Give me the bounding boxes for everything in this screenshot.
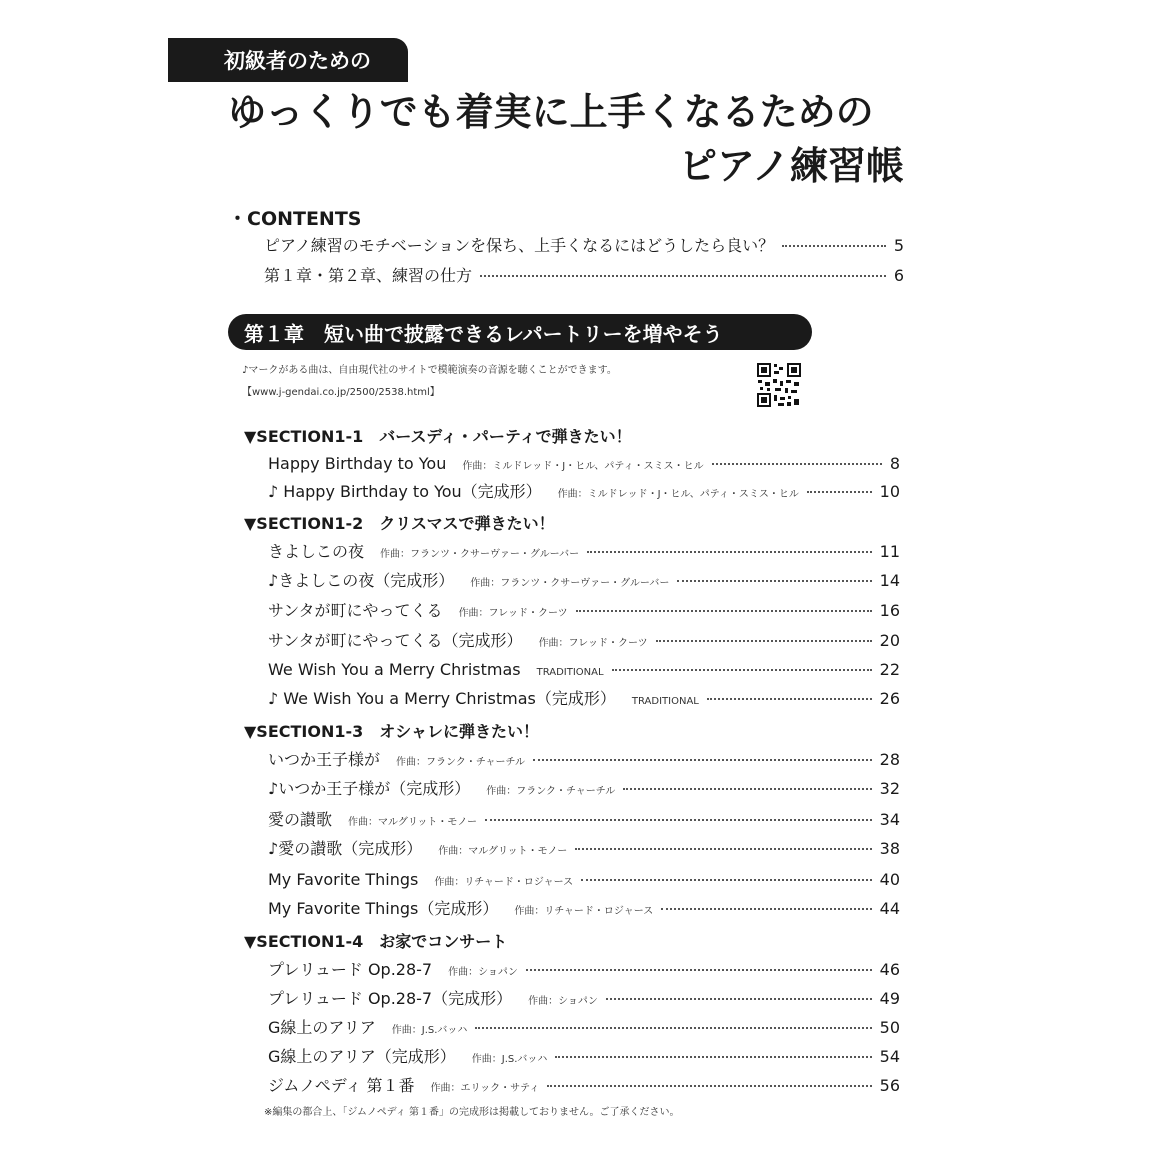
leader-dots <box>547 1085 871 1087</box>
page-number: 56 <box>879 1076 900 1095</box>
song-entry[interactable] <box>268 748 900 775</box>
song-entry[interactable] <box>268 868 900 895</box>
song-entry[interactable] <box>268 1074 900 1101</box>
page-number: 50 <box>879 1018 900 1037</box>
page-number: 16 <box>879 601 900 620</box>
leader-dots <box>475 1027 871 1029</box>
chapter-1-banner <box>228 314 812 350</box>
song-title: サンタが町にやってくる（完成形） <box>268 631 523 650</box>
composer-credit: 作曲：フランツ・クサーヴァー・グルーバー <box>380 549 580 560</box>
leader-dots <box>587 551 872 553</box>
contents-item[interactable] <box>264 234 904 258</box>
page-number: 10 <box>879 482 900 501</box>
leader-dots <box>807 491 872 493</box>
song-entry[interactable] <box>268 1045 900 1072</box>
page-number: 20 <box>879 631 900 650</box>
footnote: ※編集の都合上、「ジムノペディ 第１番」の完成形は掲載しておりません。ご了承ください。 <box>264 1107 680 1118</box>
song-title: ♪ We Wish You a Merry Christmas（完成形） <box>268 689 616 708</box>
song-title: Happy Birthday to You <box>268 454 447 473</box>
composer-credit: 作曲：フランツ・クサーヴァー・グルーバー <box>470 578 670 589</box>
page-number: 14 <box>879 571 900 590</box>
leader-dots <box>661 908 871 910</box>
song-title: プレリュード Op.28-7 <box>268 960 433 979</box>
section-heading: ▼SECTION1-1 バースディ・パーティで弾きたい！ <box>244 427 632 446</box>
song-title: いつか王子様が <box>268 750 381 769</box>
contents-item[interactable] <box>264 264 904 288</box>
song-title: 愛の讃歌 <box>268 810 333 829</box>
composer-credit: 作曲：ショパン <box>448 967 518 978</box>
song-title: ♪ Happy Birthday to You（完成形） <box>268 482 542 501</box>
page-number: 11 <box>879 542 900 561</box>
leader-dots <box>526 969 872 971</box>
book-series-tag <box>168 38 408 82</box>
leader-dots <box>677 580 871 582</box>
leader-dots <box>533 759 872 761</box>
page-number: 28 <box>879 750 900 769</box>
composer-credit: 作曲：フレッド・クーツ <box>458 608 568 619</box>
leader-dots <box>656 640 872 642</box>
song-entry[interactable] <box>268 452 900 479</box>
composer-credit: 作曲：マルグリット・モノー <box>438 846 568 857</box>
song-entry[interactable] <box>268 658 900 685</box>
leader-dots <box>581 879 871 881</box>
composer-credit: 作曲：ショパン <box>528 996 598 1007</box>
section-heading: ▼SECTION1-3 オシャレに弾きたい！ <box>244 722 539 741</box>
song-title: My Favorite Things <box>268 870 419 889</box>
song-entry[interactable] <box>268 958 900 985</box>
song-entry[interactable] <box>268 777 900 804</box>
song-entry[interactable] <box>268 808 900 835</box>
composer-credit: 作曲：J.S.バッハ <box>471 1054 548 1065</box>
song-entry[interactable] <box>268 687 900 714</box>
section-heading: ▼SECTION1-2 クリスマスで弾きたい！ <box>244 514 555 533</box>
song-title: G線上のアリア（完成形） <box>268 1047 456 1066</box>
book-title-line2: ピアノ練習帳 <box>679 144 904 188</box>
page-number: 22 <box>879 660 900 679</box>
page-number: 32 <box>879 779 900 798</box>
book-title-line1: ゆっくりでも着実に上手くなるための <box>228 90 874 134</box>
composer-credit: 作曲：フランク・チャーチル <box>486 786 616 797</box>
page-number: 5 <box>893 236 904 255</box>
page-number: 6 <box>893 266 904 285</box>
series-tag-text: 初級者のための <box>224 49 371 73</box>
page-number: 8 <box>889 454 900 473</box>
song-title: プレリュード Op.28-7（完成形） <box>268 989 513 1008</box>
leader-dots <box>707 698 872 700</box>
leader-dots <box>480 275 886 277</box>
song-title: ♪愛の讃歌（完成形） <box>268 839 423 858</box>
leader-dots <box>612 669 872 671</box>
page-number: 49 <box>879 989 900 1008</box>
leader-dots <box>576 610 872 612</box>
leader-dots <box>606 998 872 1000</box>
leader-dots <box>555 1056 871 1058</box>
leader-dots <box>623 788 871 790</box>
contents-item-title: ピアノ練習のモチベーションを保ち、上手くなるにはどうしたら良い？ <box>264 236 775 255</box>
leader-dots <box>782 245 886 247</box>
song-entry[interactable] <box>268 599 900 626</box>
composer-credit: 作曲：フレッド・クーツ <box>538 638 648 649</box>
composer-credit: 作曲：フランク・チャーチル <box>396 757 526 768</box>
page-number: 38 <box>879 839 900 858</box>
song-entry[interactable] <box>268 480 900 507</box>
song-title: We Wish You a Merry Christmas <box>268 660 521 679</box>
section-heading: ▼SECTION1-4 お家でコンサート <box>244 932 508 951</box>
contents-heading: ・CONTENTS <box>228 208 362 230</box>
song-title: My Favorite Things（完成形） <box>268 899 499 918</box>
page-number: 34 <box>879 810 900 829</box>
song-entry[interactable] <box>268 540 900 567</box>
page-number: 40 <box>879 870 900 889</box>
leader-dots <box>712 463 882 465</box>
page-number: 44 <box>879 899 900 918</box>
song-title: ジムノペディ 第１番 <box>268 1076 415 1095</box>
composer-credit: TRADITIONAL <box>631 696 699 707</box>
audio-note: ♪マークがある曲は、自由現代社のサイトで模範演奏の音源を聴くことができます。 <box>242 365 617 376</box>
chapter-1-title: 第１章 短い曲で披露できるレパートリーを増やそう <box>244 321 723 346</box>
composer-credit: 作曲：エリック・サティ <box>430 1083 540 1094</box>
qr-code-icon <box>756 362 802 408</box>
song-entry[interactable] <box>268 987 900 1014</box>
song-title: きよしこの夜 <box>268 542 365 561</box>
song-title: G線上のアリア <box>268 1018 376 1037</box>
composer-credit: 作曲：マルグリット・モノー <box>348 817 478 828</box>
song-title: ♪きよしこの夜（完成形） <box>268 571 455 590</box>
leader-dots <box>575 848 871 850</box>
composer-credit: TRADITIONAL <box>536 667 604 678</box>
song-title: ♪いつか王子様が（完成形） <box>268 779 471 798</box>
song-title: サンタが町にやってくる <box>268 601 443 620</box>
composer-credit: 作曲：ミルドレッド・J・ヒル、パティ・スミス・ヒル <box>462 461 704 472</box>
composer-credit: 作曲：リチャード・ロジャース <box>434 877 574 888</box>
page-number: 46 <box>879 960 900 979</box>
song-entry[interactable] <box>268 837 900 864</box>
leader-dots <box>485 819 872 821</box>
song-entry[interactable] <box>268 897 900 924</box>
composer-credit: 作曲：ミルドレッド・J・ヒル、パティ・スミス・ヒル <box>557 489 799 500</box>
composer-credit: 作曲：リチャード・ロジャース <box>514 906 654 917</box>
composer-credit: 作曲：J.S.バッハ <box>391 1025 468 1036</box>
contents-item-title: 第１章・第２章、練習の仕方 <box>264 266 473 285</box>
song-entry[interactable] <box>268 569 900 596</box>
song-entry[interactable] <box>268 629 900 656</box>
page-number: 26 <box>879 689 900 708</box>
page-number: 54 <box>879 1047 900 1066</box>
audio-url: 【www.j-gendai.co.jp/2500/2538.html】 <box>242 387 440 398</box>
song-entry[interactable] <box>268 1016 900 1043</box>
